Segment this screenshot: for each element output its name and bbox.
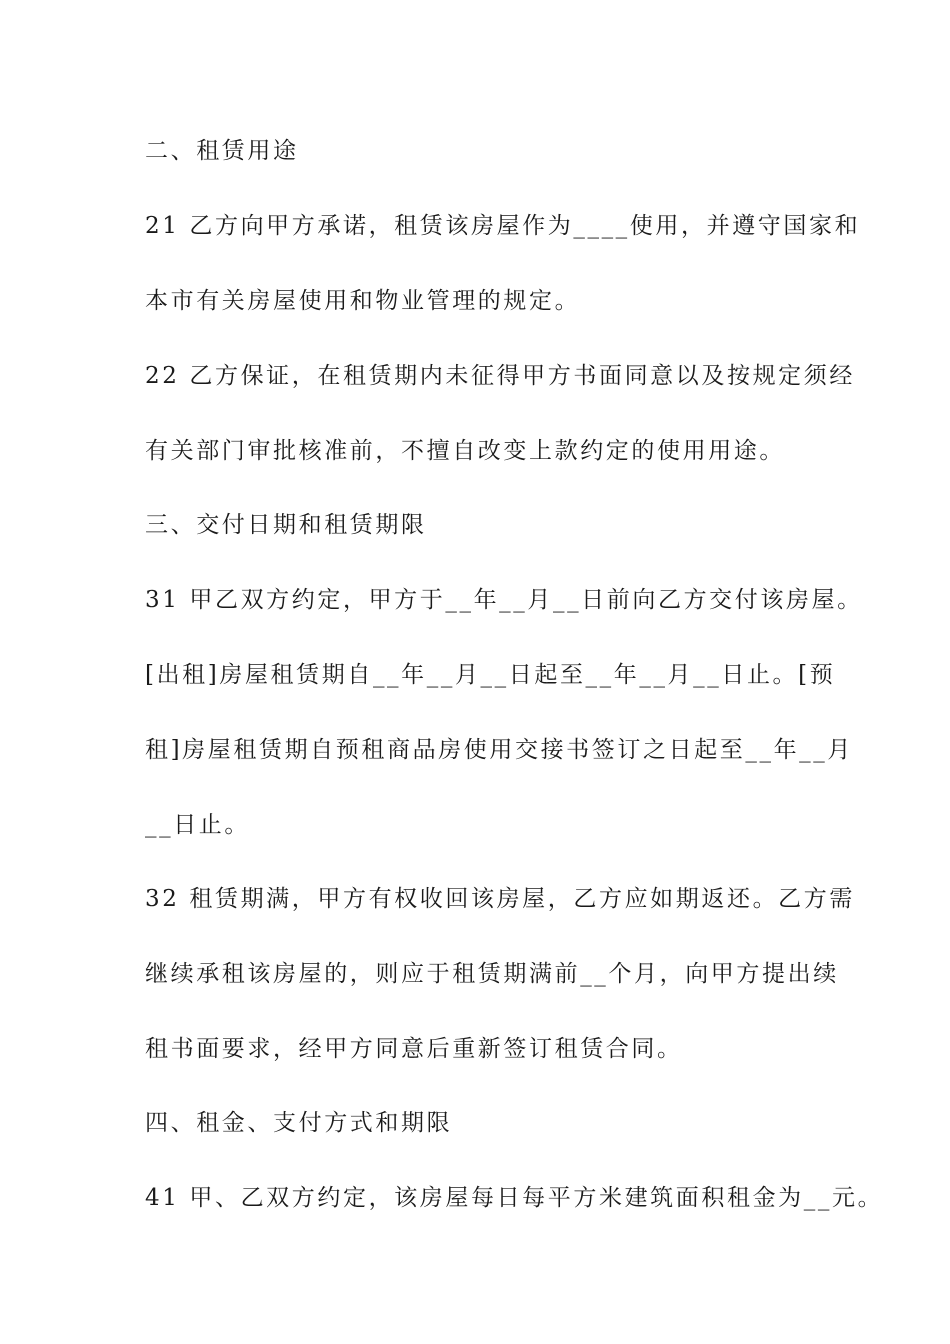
clause-3-1-line-2: [出租]房屋租赁期自__年__月__日起至__年__月__日止。[预: [145, 662, 836, 688]
clause-2-1-line-1: 21 乙方向甲方承诺，租赁该房屋作为____使用，并遵守国家和: [145, 213, 861, 239]
clause-4-1-line-1: 41 甲、乙双方约定，该房屋每日每平方米建筑面积租金为__元。: [145, 1185, 884, 1211]
clause-2-2-line-2: 有关部门审批核准前，不擅自改变上款约定的使用用途。: [145, 438, 785, 464]
clause-3-2-line-3: 租书面要求，经甲方同意后重新签订租赁合同。: [145, 1036, 683, 1062]
clause-3-1-line-1: 31 甲乙双方约定，甲方于__年__月__日前向乙方交付该房屋。: [145, 587, 863, 613]
section-heading-4: 四、租金、支付方式和期限: [145, 1110, 453, 1136]
section-heading-2: 二、租赁用途: [145, 138, 299, 164]
clause-3-1-line-3: 租]房屋租赁期自预租商品房使用交接书签订之日起至__年__月: [145, 737, 853, 763]
section-heading-3: 三、交付日期和租赁期限: [145, 512, 427, 538]
clause-2-1-line-2: 本市有关房屋使用和物业管理的规定。: [145, 288, 581, 314]
clause-3-1-line-4: __日止。: [145, 812, 250, 838]
clause-3-2-line-2: 继续承租该房屋的，则应于租赁期满前__个月，向甲方提出续: [145, 961, 839, 987]
clause-3-2-line-1: 32 租赁期满，甲方有权收回该房屋，乙方应如期返还。乙方需: [145, 886, 855, 912]
clause-2-2-line-1: 22 乙方保证，在租赁期内未征得甲方书面同意以及按规定须经: [145, 363, 855, 389]
